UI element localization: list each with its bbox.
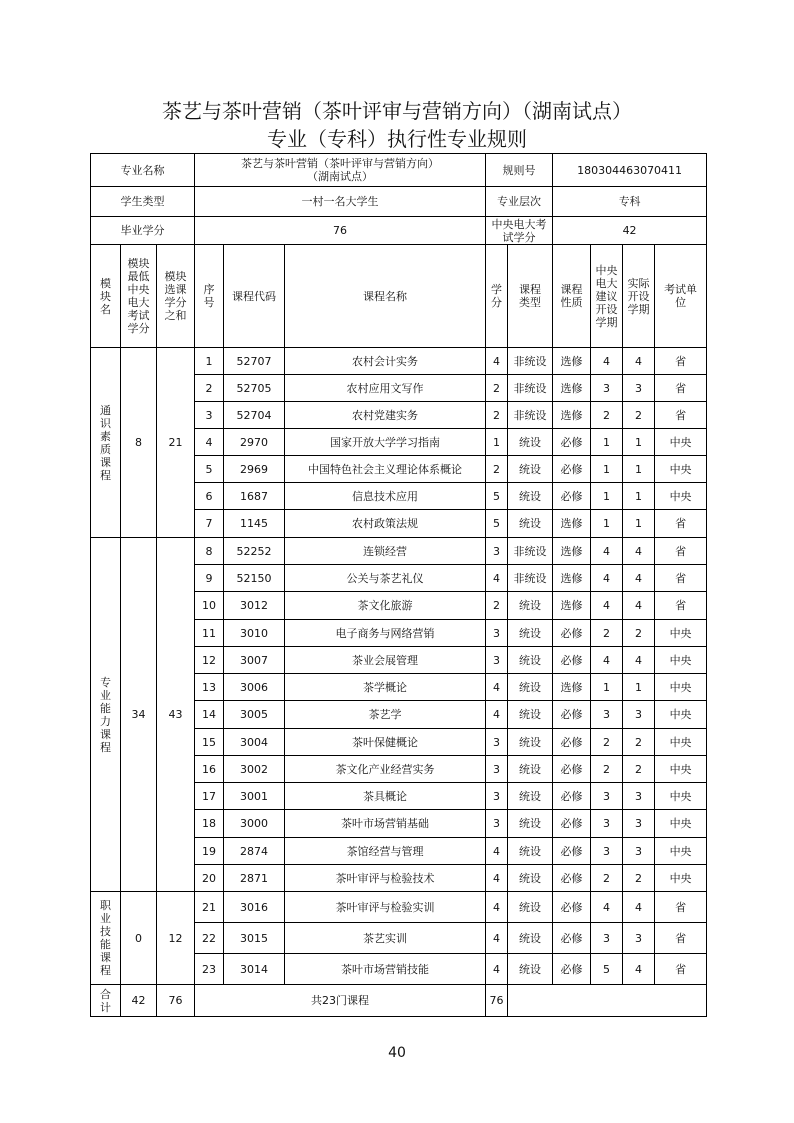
graduation-credit-value: 76 [195, 217, 486, 245]
course-seq: 15 [195, 729, 224, 756]
course-nature: 必修 [553, 620, 591, 647]
rule-number-value: 180304463070411 [553, 154, 707, 187]
course-suggested: 1 [591, 674, 623, 701]
course-type: 统设 [508, 483, 553, 510]
header-min-credit: 模块 最低 中央 电大 考试 学分 [121, 245, 157, 348]
course-actual: 2 [623, 756, 655, 783]
course-exam: 省 [655, 954, 707, 985]
course-nature: 必修 [553, 701, 591, 729]
course-actual: 1 [623, 456, 655, 483]
course-seq: 19 [195, 838, 224, 865]
course-actual: 3 [623, 838, 655, 865]
header-nature: 课程 性质 [553, 245, 591, 348]
course-seq: 5 [195, 456, 224, 483]
module-min-credit: 34 [121, 538, 157, 892]
course-type: 统设 [508, 756, 553, 783]
page-number: 40 [388, 1045, 406, 1061]
course-name: 茶艺学 [285, 701, 486, 729]
course-table [90, 153, 707, 1017]
course-type: 统设 [508, 429, 553, 456]
course-name: 中国特色社会主义理论体系概论 [285, 456, 486, 483]
course-nature: 选修 [553, 538, 591, 565]
course-name: 茶文化旅游 [285, 592, 486, 620]
total-row [91, 985, 707, 1017]
header-seq: 序 号 [195, 245, 224, 348]
course-name: 茶学概论 [285, 674, 486, 701]
course-code: 3007 [224, 647, 285, 674]
course-name: 茶叶市场营销基础 [285, 810, 486, 838]
course-credit: 2 [486, 402, 508, 429]
course-actual: 2 [623, 729, 655, 756]
course-seq: 23 [195, 954, 224, 985]
course-seq: 8 [195, 538, 224, 565]
course-actual: 4 [623, 348, 655, 375]
course-suggested: 3 [591, 783, 623, 810]
total-elective-sum: 76 [157, 985, 195, 1017]
course-actual: 3 [623, 701, 655, 729]
course-code: 2871 [224, 865, 285, 892]
course-suggested: 3 [591, 923, 623, 954]
course-seq: 20 [195, 865, 224, 892]
course-exam: 中央 [655, 701, 707, 729]
course-actual: 1 [623, 483, 655, 510]
course-code: 3006 [224, 674, 285, 701]
course-name: 农村党建实务 [285, 402, 486, 429]
course-nature: 选修 [553, 565, 591, 592]
course-actual: 1 [623, 429, 655, 456]
course-type: 统设 [508, 783, 553, 810]
course-nature: 必修 [553, 483, 591, 510]
course-type: 统设 [508, 620, 553, 647]
course-actual: 1 [623, 510, 655, 538]
total-blank [508, 985, 707, 1017]
header-name: 课程名称 [285, 245, 486, 348]
course-nature: 必修 [553, 783, 591, 810]
course-seq: 7 [195, 510, 224, 538]
course-type: 统设 [508, 865, 553, 892]
course-suggested: 1 [591, 483, 623, 510]
course-suggested: 1 [591, 429, 623, 456]
course-nature: 必修 [553, 865, 591, 892]
course-exam: 中央 [655, 456, 707, 483]
course-row [91, 538, 707, 565]
header-exam-unit: 考试单 位 [655, 245, 707, 348]
course-type: 统设 [508, 647, 553, 674]
course-exam: 中央 [655, 838, 707, 865]
course-actual: 2 [623, 865, 655, 892]
course-exam: 省 [655, 565, 707, 592]
course-nature: 选修 [553, 510, 591, 538]
course-type: 非统设 [508, 375, 553, 402]
course-type: 统设 [508, 510, 553, 538]
course-nature: 必修 [553, 810, 591, 838]
course-exam: 省 [655, 402, 707, 429]
course-code: 3000 [224, 810, 285, 838]
course-exam: 中央 [655, 756, 707, 783]
course-type: 统设 [508, 838, 553, 865]
course-type: 统设 [508, 892, 553, 923]
course-credit: 5 [486, 483, 508, 510]
course-actual: 3 [623, 375, 655, 402]
module-min-credit: 8 [121, 348, 157, 538]
course-credit: 3 [486, 729, 508, 756]
course-type: 统设 [508, 674, 553, 701]
course-actual: 1 [623, 674, 655, 701]
course-code: 3016 [224, 892, 285, 923]
course-name: 电子商务与网络营销 [285, 620, 486, 647]
course-nature: 选修 [553, 592, 591, 620]
course-credit: 3 [486, 538, 508, 565]
course-code: 52707 [224, 348, 285, 375]
major-name-value: 茶艺与茶叶营销（茶叶评审与营销方向） （湖南试点） [195, 154, 486, 187]
course-credit: 4 [486, 865, 508, 892]
course-name: 农村应用文写作 [285, 375, 486, 402]
course-name: 茶叶审评与检验技术 [285, 865, 486, 892]
course-type: 统设 [508, 729, 553, 756]
document-title-line2: 专业（专科）执行性专业规则 [267, 127, 527, 151]
course-code: 52704 [224, 402, 285, 429]
document-title-line1: 茶艺与茶叶营销（茶叶评审与营销方向）（湖南试点） [162, 99, 632, 123]
course-nature: 选修 [553, 674, 591, 701]
course-code: 3005 [224, 701, 285, 729]
header-code: 课程代码 [224, 245, 285, 348]
course-name: 茶业会展管理 [285, 647, 486, 674]
course-code: 3004 [224, 729, 285, 756]
course-exam: 省 [655, 348, 707, 375]
course-seq: 2 [195, 375, 224, 402]
course-credit: 4 [486, 565, 508, 592]
course-actual: 4 [623, 892, 655, 923]
course-seq: 9 [195, 565, 224, 592]
graduation-credit-label: 毕业学分 [91, 217, 195, 245]
course-code: 3010 [224, 620, 285, 647]
course-row [91, 892, 707, 923]
course-suggested: 1 [591, 456, 623, 483]
course-code: 2970 [224, 429, 285, 456]
course-credit: 5 [486, 510, 508, 538]
course-exam: 省 [655, 923, 707, 954]
course-type: 非统设 [508, 402, 553, 429]
course-type: 统设 [508, 954, 553, 985]
module-elective-sum: 12 [157, 892, 195, 985]
course-seq: 10 [195, 592, 224, 620]
course-suggested: 3 [591, 838, 623, 865]
module-elective-sum: 21 [157, 348, 195, 538]
course-credit: 3 [486, 810, 508, 838]
course-code: 3015 [224, 923, 285, 954]
course-type: 统设 [508, 592, 553, 620]
course-exam: 中央 [655, 620, 707, 647]
course-code: 3012 [224, 592, 285, 620]
course-type: 统设 [508, 701, 553, 729]
course-code: 2874 [224, 838, 285, 865]
course-suggested: 3 [591, 810, 623, 838]
course-name: 公关与茶艺礼仪 [285, 565, 486, 592]
course-nature: 必修 [553, 647, 591, 674]
total-credit: 76 [486, 985, 508, 1017]
course-name: 连锁经营 [285, 538, 486, 565]
course-nature: 必修 [553, 838, 591, 865]
course-credit: 1 [486, 429, 508, 456]
course-seq: 13 [195, 674, 224, 701]
course-seq: 22 [195, 923, 224, 954]
course-credit: 3 [486, 620, 508, 647]
course-seq: 12 [195, 647, 224, 674]
central-exam-credit-value: 42 [553, 217, 707, 245]
course-nature: 选修 [553, 402, 591, 429]
course-suggested: 1 [591, 510, 623, 538]
course-type: 统设 [508, 810, 553, 838]
course-seq: 14 [195, 701, 224, 729]
course-actual: 4 [623, 565, 655, 592]
course-type: 统设 [508, 923, 553, 954]
student-type-label: 学生类型 [91, 187, 195, 217]
course-exam: 中央 [655, 810, 707, 838]
course-name: 茶叶审评与检验实训 [285, 892, 486, 923]
course-name: 茶文化产业经营实务 [285, 756, 486, 783]
course-suggested: 2 [591, 729, 623, 756]
course-exam: 中央 [655, 483, 707, 510]
course-name: 农村会计实务 [285, 348, 486, 375]
course-nature: 必修 [553, 923, 591, 954]
header-type: 课程 类型 [508, 245, 553, 348]
course-credit: 4 [486, 838, 508, 865]
course-seq: 21 [195, 892, 224, 923]
major-name-label: 专业名称 [91, 154, 195, 187]
header-module: 模 块 名 [91, 245, 121, 348]
course-exam: 中央 [655, 429, 707, 456]
course-name: 农村政策法规 [285, 510, 486, 538]
course-name: 茶具概论 [285, 783, 486, 810]
total-min-credit: 42 [121, 985, 157, 1017]
course-nature: 必修 [553, 954, 591, 985]
course-seq: 17 [195, 783, 224, 810]
course-suggested: 4 [591, 592, 623, 620]
header-actual-term: 实际 开设 学期 [623, 245, 655, 348]
course-suggested: 3 [591, 375, 623, 402]
course-credit: 4 [486, 954, 508, 985]
module-name: 专 业 能 力 课 程 [91, 538, 121, 892]
student-type-value: 一村一名大学生 [195, 187, 486, 217]
course-credit: 4 [486, 348, 508, 375]
course-credit: 4 [486, 674, 508, 701]
course-exam: 省 [655, 375, 707, 402]
course-type: 统设 [508, 456, 553, 483]
course-seq: 16 [195, 756, 224, 783]
course-actual: 4 [623, 592, 655, 620]
course-credit: 4 [486, 892, 508, 923]
course-code: 3001 [224, 783, 285, 810]
course-credit: 2 [486, 456, 508, 483]
course-code: 2969 [224, 456, 285, 483]
total-courses: 共23门课程 [195, 985, 486, 1017]
course-credit: 3 [486, 756, 508, 783]
course-suggested: 2 [591, 756, 623, 783]
course-seq: 3 [195, 402, 224, 429]
module-elective-sum: 43 [157, 538, 195, 892]
course-exam: 省 [655, 538, 707, 565]
course-suggested: 4 [591, 565, 623, 592]
course-exam: 省 [655, 892, 707, 923]
course-suggested: 5 [591, 954, 623, 985]
course-credit: 3 [486, 783, 508, 810]
header-suggested-term: 中央 电大 建议 开设 学期 [591, 245, 623, 348]
course-actual: 4 [623, 538, 655, 565]
course-nature: 选修 [553, 348, 591, 375]
course-name: 茶艺实训 [285, 923, 486, 954]
course-actual: 2 [623, 620, 655, 647]
course-suggested: 4 [591, 892, 623, 923]
module-min-credit: 0 [121, 892, 157, 985]
course-nature: 必修 [553, 456, 591, 483]
course-credit: 3 [486, 647, 508, 674]
course-exam: 中央 [655, 647, 707, 674]
course-code: 3014 [224, 954, 285, 985]
course-actual: 3 [623, 783, 655, 810]
course-seq: 4 [195, 429, 224, 456]
course-nature: 选修 [553, 375, 591, 402]
major-level-value: 专科 [553, 187, 707, 217]
course-seq: 6 [195, 483, 224, 510]
course-suggested: 2 [591, 402, 623, 429]
course-code: 52150 [224, 565, 285, 592]
course-actual: 2 [623, 402, 655, 429]
course-exam: 中央 [655, 865, 707, 892]
header-elective-sum: 模块 选课 学分 之和 [157, 245, 195, 348]
course-code: 3002 [224, 756, 285, 783]
course-exam: 省 [655, 592, 707, 620]
course-type: 非统设 [508, 348, 553, 375]
course-credit: 2 [486, 592, 508, 620]
major-level-label: 专业层次 [486, 187, 553, 217]
course-name: 国家开放大学学习指南 [285, 429, 486, 456]
course-suggested: 2 [591, 865, 623, 892]
course-suggested: 3 [591, 701, 623, 729]
central-exam-credit-label: 中央电大考试学分 [486, 217, 553, 245]
course-code: 52252 [224, 538, 285, 565]
course-code: 52705 [224, 375, 285, 402]
course-name: 信息技术应用 [285, 483, 486, 510]
course-nature: 必修 [553, 756, 591, 783]
course-seq: 11 [195, 620, 224, 647]
course-code: 1145 [224, 510, 285, 538]
course-credit: 4 [486, 923, 508, 954]
course-nature: 必修 [553, 729, 591, 756]
course-row [91, 348, 707, 375]
course-type: 非统设 [508, 565, 553, 592]
total-label: 合 计 [91, 985, 121, 1017]
course-credit: 2 [486, 375, 508, 402]
course-suggested: 4 [591, 647, 623, 674]
module-name: 通 识 素 质 课 程 [91, 348, 121, 538]
rule-number-label: 规则号 [486, 154, 553, 187]
header-credit: 学 分 [486, 245, 508, 348]
course-suggested: 2 [591, 620, 623, 647]
course-actual: 4 [623, 647, 655, 674]
course-nature: 必修 [553, 892, 591, 923]
course-actual: 3 [623, 923, 655, 954]
course-name: 茶馆经营与管理 [285, 838, 486, 865]
course-nature: 必修 [553, 429, 591, 456]
course-credit: 4 [486, 701, 508, 729]
course-exam: 中央 [655, 729, 707, 756]
module-name: 职 业 技 能 课 程 [91, 892, 121, 985]
course-suggested: 4 [591, 538, 623, 565]
course-seq: 18 [195, 810, 224, 838]
course-name: 茶叶市场营销技能 [285, 954, 486, 985]
course-type: 非统设 [508, 538, 553, 565]
course-name: 茶叶保健概论 [285, 729, 486, 756]
course-actual: 3 [623, 810, 655, 838]
course-exam: 中央 [655, 674, 707, 701]
course-suggested: 4 [591, 348, 623, 375]
course-exam: 省 [655, 510, 707, 538]
course-exam: 中央 [655, 783, 707, 810]
course-actual: 4 [623, 954, 655, 985]
course-seq: 1 [195, 348, 224, 375]
course-code: 1687 [224, 483, 285, 510]
